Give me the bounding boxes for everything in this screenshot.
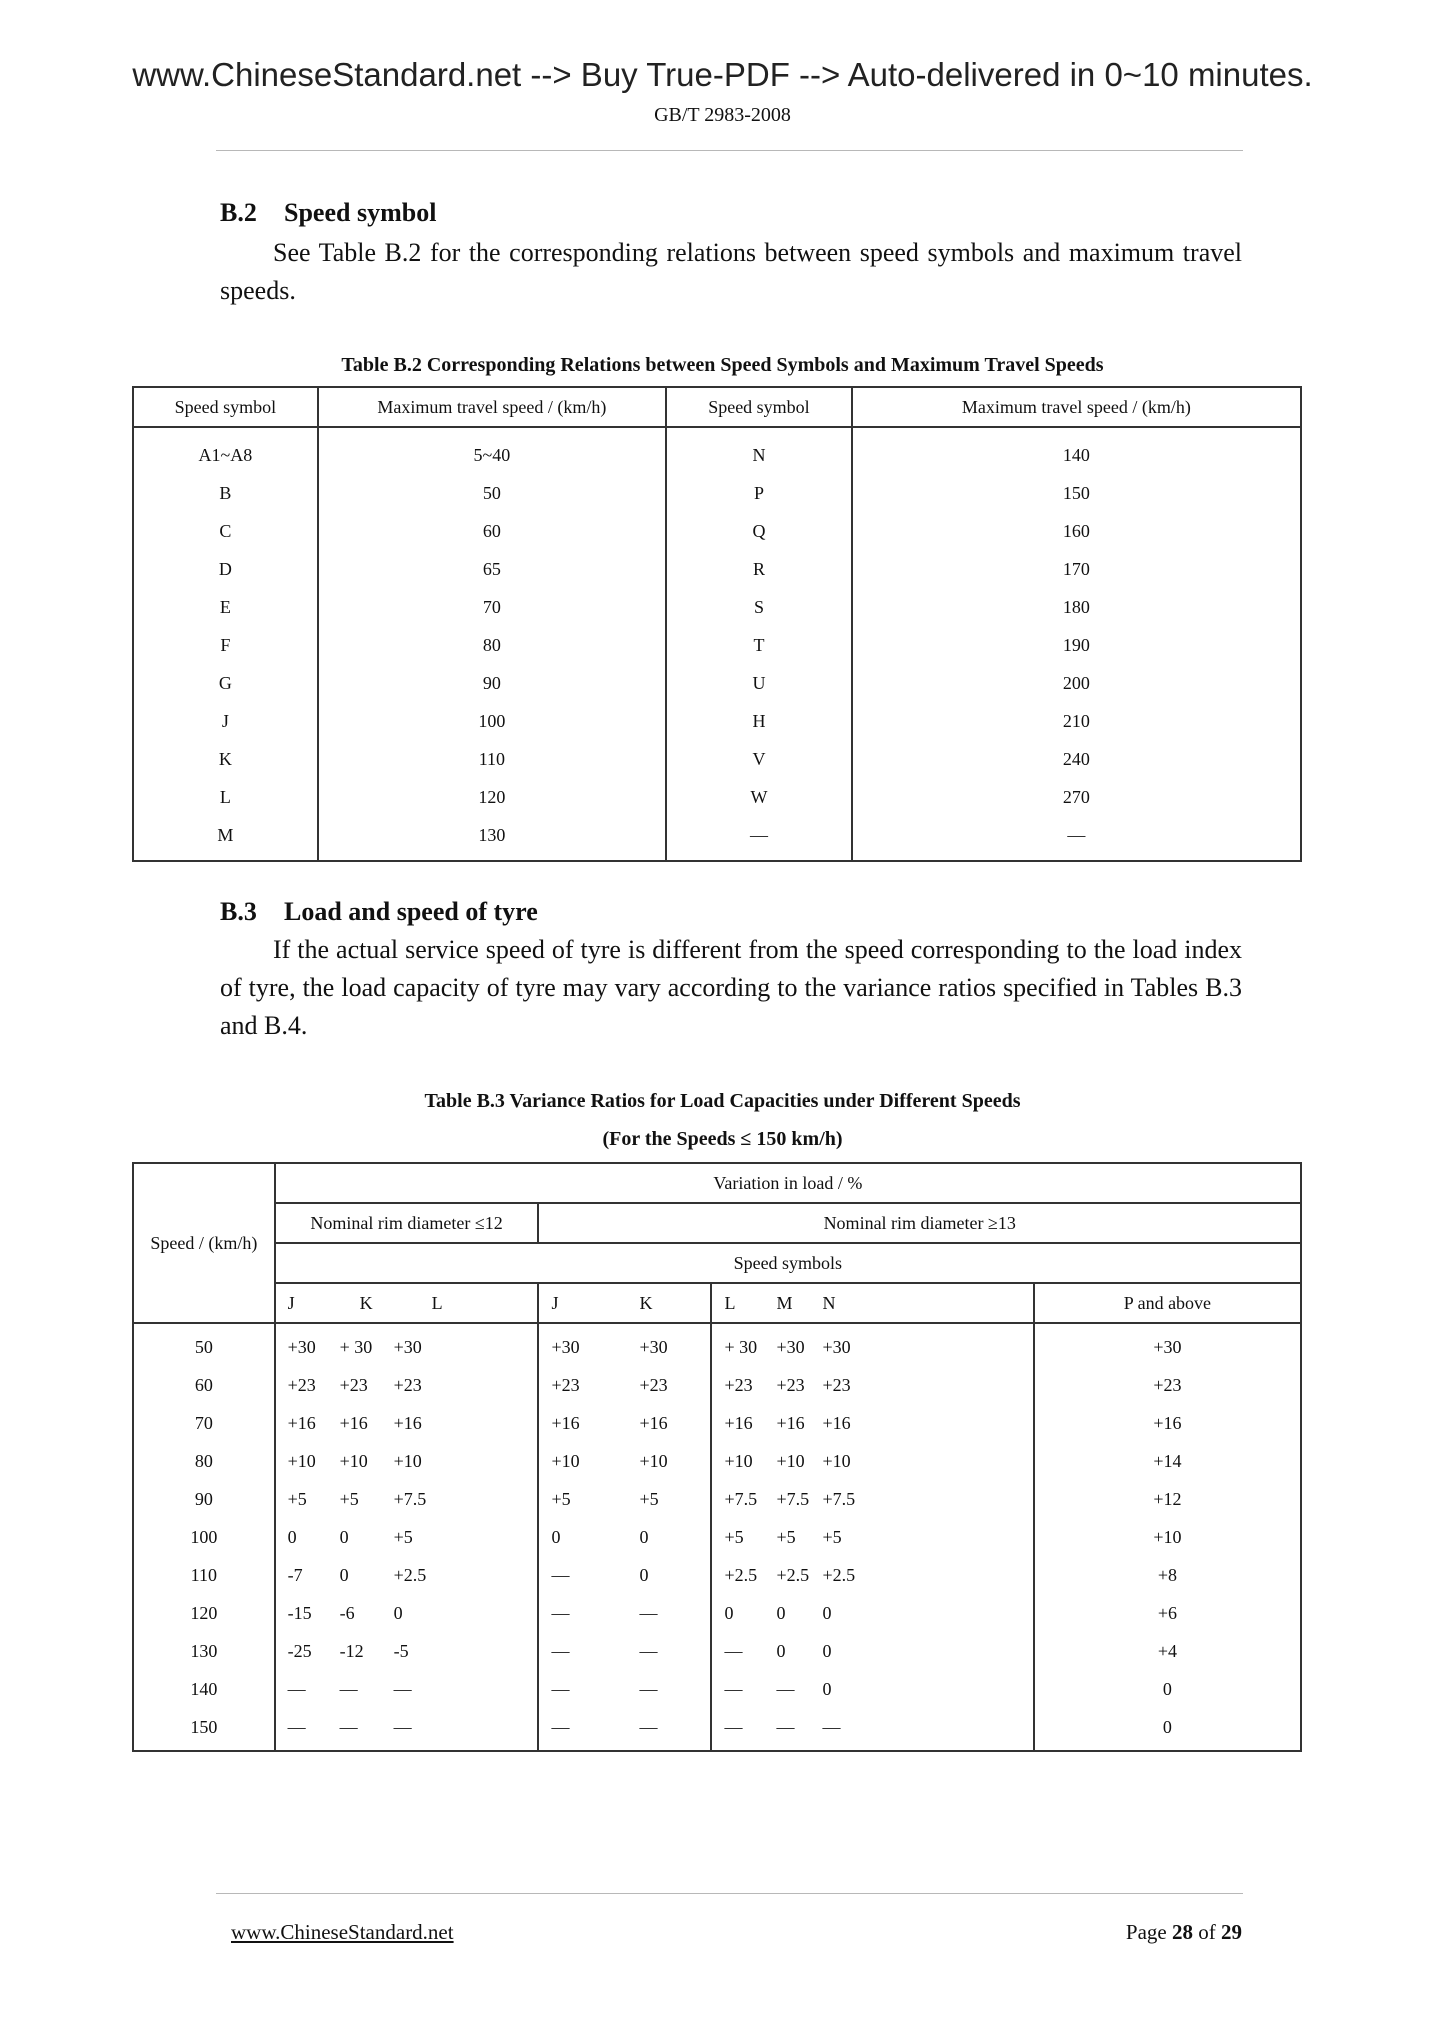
variation-value: — [639,1602,658,1623]
table-cell: P [666,474,852,512]
header-divider [216,150,1243,151]
table-cell: 210 [852,702,1301,740]
table-row [133,474,1301,512]
table-cell: M [133,816,318,861]
variation-value: — [551,1716,570,1737]
variation-value: +7.5 [724,1488,758,1509]
variation-value: — [339,1716,358,1737]
table-cell: 180 [852,588,1301,626]
variation-value: +5 [393,1526,413,1547]
variation-value: +2.5 [822,1564,856,1585]
variation-value: 0 [776,1640,786,1661]
variation-value: — [287,1678,306,1699]
variation-value: — [393,1716,412,1737]
variation-group-cell [275,1632,539,1670]
variation-value: +23 [551,1374,580,1395]
variation-group-cell [711,1632,1033,1670]
table-cell: 110 [318,740,666,778]
speed-cell: 140 [133,1670,275,1708]
table-cell: K [133,740,318,778]
variation-value: 0 [822,1640,832,1661]
table-row [133,778,1301,816]
table-cell: G [133,664,318,702]
speed-cell: 120 [133,1594,275,1632]
variation-value: +7.5 [393,1488,427,1509]
variation-value: +10 [724,1450,753,1471]
variation-value: +5 [551,1488,571,1509]
table-cell: B [133,474,318,512]
table-b3-speed-header: Speed / (km/h) [133,1163,275,1323]
variation-value: — [776,1678,795,1699]
variation-value: +30 [393,1336,422,1357]
variation-value: +16 [776,1412,805,1433]
variation-value: +2.5 [724,1564,758,1585]
variation-value: +5 [339,1488,359,1509]
variation-group-cell [711,1518,1033,1556]
variation-group-cell [275,1594,539,1632]
variation-value: +23 [822,1374,851,1395]
table-cell: T [666,626,852,664]
variation-value: +16 [724,1412,753,1433]
variation-value: 0 [1034,1670,1301,1708]
table-row [133,1404,1301,1442]
table-cell: E [133,588,318,626]
variation-group-cell [538,1518,711,1556]
speed-cell: 100 [133,1518,275,1556]
variation-value: +7.5 [776,1488,810,1509]
variation-value: +10 [776,1450,805,1471]
variation-group-cell [538,1323,711,1366]
section-b2-number: B.2 [220,198,257,227]
variation-value: +30 [822,1336,851,1357]
variation-value: +30 [776,1336,805,1357]
table-cell: 200 [852,664,1301,702]
variation-value: +5 [724,1526,744,1547]
section-b3-paragraph: If the actual service speed of tyre is different from the speed corresponding to the load index of tyre, the load capacity of tyre may vary according to the variance ratios specified in Tables B.3 and B.4. [220,935,1242,1040]
symbol-label: J [551,1292,559,1313]
variation-value: 0 [822,1678,832,1699]
table-row [133,1708,1301,1751]
table-b2-header-row [133,387,1301,427]
variation-value: +8 [1034,1556,1301,1594]
table-cell: C [133,512,318,550]
page-current: 28 [1172,1920,1193,1944]
variation-group-cell [275,1323,539,1366]
variation-value: +30 [1034,1323,1301,1366]
variation-value: 0 [724,1602,734,1623]
variation-value: — [551,1640,570,1661]
table-row [133,512,1301,550]
variation-value: 0 [639,1564,649,1585]
section-b2-paragraph: See Table B.2 for the corresponding relations between speed symbols and maximum travel speeds. [220,238,1242,305]
variation-value: +16 [1034,1404,1301,1442]
variation-group-cell [275,1556,539,1594]
variation-value: +4 [1034,1632,1301,1670]
variation-value: — [393,1678,412,1699]
variation-value: — [724,1716,743,1737]
table-b2-caption: Table B.2 Corresponding Relations between Speed Symbols and Maximum Travel Speeds [341,354,1104,376]
variation-value: — [639,1640,658,1661]
variation-value: -12 [339,1640,364,1661]
table-row [133,740,1301,778]
table-cell: N [666,427,852,474]
variation-value: 0 [776,1602,786,1623]
variation-value: +14 [1034,1442,1301,1480]
variation-value: +30 [287,1336,316,1357]
section-b3-number: B.3 [220,897,257,926]
table-cell: 5~40 [318,427,666,474]
table-row [133,1594,1301,1632]
variation-group-cell [538,1556,711,1594]
variation-value: — [551,1564,570,1585]
variation-value: — [724,1640,743,1661]
variation-value: 0 [1034,1708,1301,1751]
variation-group-cell [711,1670,1033,1708]
variation-value: +12 [1034,1480,1301,1518]
variation-value: +2.5 [393,1564,427,1585]
variation-group-cell [538,1442,711,1480]
table-cell: J [133,702,318,740]
table-b2 [132,386,1302,862]
table-cell: A1~A8 [133,427,318,474]
variation-group-cell [711,1708,1033,1751]
table-row [133,1632,1301,1670]
variation-group-cell [538,1594,711,1632]
table-b3-body [133,1323,1301,1751]
table-cell: 150 [852,474,1301,512]
table-b2-header: Maximum travel speed / (km/h) [318,387,666,427]
table-cell: 140 [852,427,1301,474]
table-b3-symbols-large-c: P and above [1034,1283,1301,1323]
table-cell: F [133,626,318,664]
table-b3-variation-header: Variation in load / % [275,1163,1301,1203]
variation-group-cell [538,1366,711,1404]
page-of: of [1198,1920,1216,1944]
table-cell: 270 [852,778,1301,816]
section-b3-heading [220,897,538,927]
table-row [133,1442,1301,1480]
speed-cell: 130 [133,1632,275,1670]
variation-group-cell [538,1404,711,1442]
variation-value: +5 [776,1526,796,1547]
variation-value: +23 [639,1374,668,1395]
speed-cell: 90 [133,1480,275,1518]
table-row [133,588,1301,626]
table-cell: 50 [318,474,666,512]
variation-group-cell [538,1480,711,1518]
table-row [133,626,1301,664]
variation-value: 0 [822,1602,832,1623]
table-b3-symbols-small [275,1283,539,1323]
table-cell: V [666,740,852,778]
symbol-label: K [359,1292,373,1313]
table-b3 [132,1162,1302,1752]
variation-value: +23 [776,1374,805,1395]
variation-group-cell [275,1404,539,1442]
table-row [133,550,1301,588]
table-cell: S [666,588,852,626]
table-cell: 190 [852,626,1301,664]
variation-value: -15 [287,1602,312,1623]
variation-value: + 30 [339,1336,373,1357]
table-b2-header: Speed symbol [666,387,852,427]
variation-value: +10 [551,1450,580,1471]
variation-group-cell [711,1594,1033,1632]
variation-value: -7 [287,1564,303,1585]
variation-group-cell [711,1556,1033,1594]
table-cell: 80 [318,626,666,664]
table-cell: — [852,816,1301,861]
variation-value: +30 [639,1336,668,1357]
variation-value: — [339,1678,358,1699]
symbol-label: L [724,1292,736,1313]
variation-value: +7.5 [822,1488,856,1509]
variation-value: +10 [822,1450,851,1471]
table-b3-symbols-large-b [711,1283,1033,1323]
variation-value: 0 [639,1526,649,1547]
variation-value: +23 [1034,1366,1301,1404]
table-b2-header: Maximum travel speed / (km/h) [852,387,1301,427]
table-cell: — [666,816,852,861]
variation-value: 0 [551,1526,561,1547]
table-b2-body [133,427,1301,861]
table-row [133,1480,1301,1518]
variation-value: +16 [393,1412,422,1433]
table-row [133,427,1301,474]
table-cell: U [666,664,852,702]
table-b3-rim-large-header: Nominal rim diameter ≥13 [538,1203,1301,1243]
variation-value: +10 [1034,1518,1301,1556]
symbol-label: M [776,1292,793,1313]
variation-value: — [776,1716,795,1737]
table-row [133,816,1301,861]
table-row [133,1518,1301,1556]
variation-value: +23 [339,1374,368,1395]
variation-value: -25 [287,1640,312,1661]
variation-group-cell [538,1708,711,1751]
symbol-label: J [287,1292,295,1313]
document-id: GB/T 2983-2008 [654,104,791,126]
table-cell: R [666,550,852,588]
table-cell: 100 [318,702,666,740]
variation-value: — [724,1678,743,1699]
table-row [133,702,1301,740]
variation-value: — [822,1716,841,1737]
table-row [133,1366,1301,1404]
variation-group-cell [275,1670,539,1708]
variation-group-cell [275,1366,539,1404]
table-cell: 240 [852,740,1301,778]
table-b3-subcaption: (For the Speeds ≤ 150 km/h) [602,1128,843,1150]
variation-value: 0 [287,1526,297,1547]
variation-value: +10 [287,1450,316,1471]
variation-group-cell [711,1323,1033,1366]
variation-value: — [639,1716,658,1737]
variation-value: 0 [393,1602,403,1623]
variation-value: -6 [339,1602,355,1623]
table-cell: 90 [318,664,666,702]
speed-cell: 80 [133,1442,275,1480]
table-cell: Q [666,512,852,550]
table-row [133,664,1301,702]
variation-value: +10 [339,1450,368,1471]
speed-cell: 110 [133,1556,275,1594]
variation-value: +10 [393,1450,422,1471]
symbol-label: N [822,1292,836,1313]
variation-value: +16 [287,1412,316,1433]
table-row [133,1323,1301,1366]
variation-value: — [551,1678,570,1699]
variation-group-cell [275,1708,539,1751]
variation-value: -5 [393,1640,409,1661]
page-total: 29 [1221,1920,1242,1944]
table-b3-symbols-large-a [538,1283,711,1323]
variation-value: +5 [639,1488,659,1509]
variation-value: +5 [822,1526,842,1547]
variation-value: — [287,1716,306,1737]
variation-group-cell [711,1366,1033,1404]
variation-group-cell [538,1632,711,1670]
variation-value: 0 [339,1564,349,1585]
variation-value: +2.5 [776,1564,810,1585]
variation-group-cell [711,1442,1033,1480]
table-row [133,1556,1301,1594]
table-row [133,1670,1301,1708]
section-b2-heading [220,198,436,228]
speed-cell: 50 [133,1323,275,1366]
variation-group-cell [538,1670,711,1708]
table-cell: 120 [318,778,666,816]
speed-cell: 150 [133,1708,275,1751]
table-cell: H [666,702,852,740]
footer-divider [216,1893,1243,1894]
page-label: Page [1125,1920,1167,1944]
variation-value: +23 [724,1374,753,1395]
table-cell: 70 [318,588,666,626]
variation-value: +16 [339,1412,368,1433]
table-b3-rim-small-header: Nominal rim diameter ≤12 [275,1203,539,1243]
variation-value: +5 [287,1488,307,1509]
table-b2-header: Speed symbol [133,387,318,427]
symbol-label: K [639,1292,653,1313]
table-cell: D [133,550,318,588]
table-cell: 170 [852,550,1301,588]
table-cell: W [666,778,852,816]
variation-value: +23 [393,1374,422,1395]
variation-group-cell [275,1480,539,1518]
variation-group-cell [711,1404,1033,1442]
table-cell: 60 [318,512,666,550]
table-cell: 65 [318,550,666,588]
table-cell: L [133,778,318,816]
section-b3-title: Load and speed of tyre [284,897,538,926]
table-cell: 160 [852,512,1301,550]
variation-value: +23 [287,1374,316,1395]
table-b3-speed-symbols-header: Speed symbols [275,1243,1301,1283]
table-cell: 130 [318,816,666,861]
table-b3-caption: Table B.3 Variance Ratios for Load Capacities under Different Speeds [424,1090,1021,1112]
speed-cell: 70 [133,1404,275,1442]
section-b2-title: Speed symbol [284,198,437,227]
variation-value: 0 [339,1526,349,1547]
footer-website-link[interactable]: www.ChineseStandard.net [231,1920,454,1944]
symbol-label: L [431,1292,443,1313]
speed-cell: 60 [133,1366,275,1404]
site-banner: www.ChineseStandard.net --> Buy True-PDF --> Auto-delivered in 0~10 minutes. [132,56,1313,93]
variation-value: +16 [551,1412,580,1433]
variation-value: +6 [1034,1594,1301,1632]
variation-group-cell [275,1518,539,1556]
variation-value: +10 [639,1450,668,1471]
footer-page-number [1126,1920,1242,1945]
variation-value: +16 [639,1412,668,1433]
variation-value: +30 [551,1336,580,1357]
variation-group-cell [711,1480,1033,1518]
variation-value: — [639,1678,658,1699]
variation-value: +16 [822,1412,851,1433]
variation-value: — [551,1602,570,1623]
variation-group-cell [275,1442,539,1480]
variation-value: + 30 [724,1336,758,1357]
